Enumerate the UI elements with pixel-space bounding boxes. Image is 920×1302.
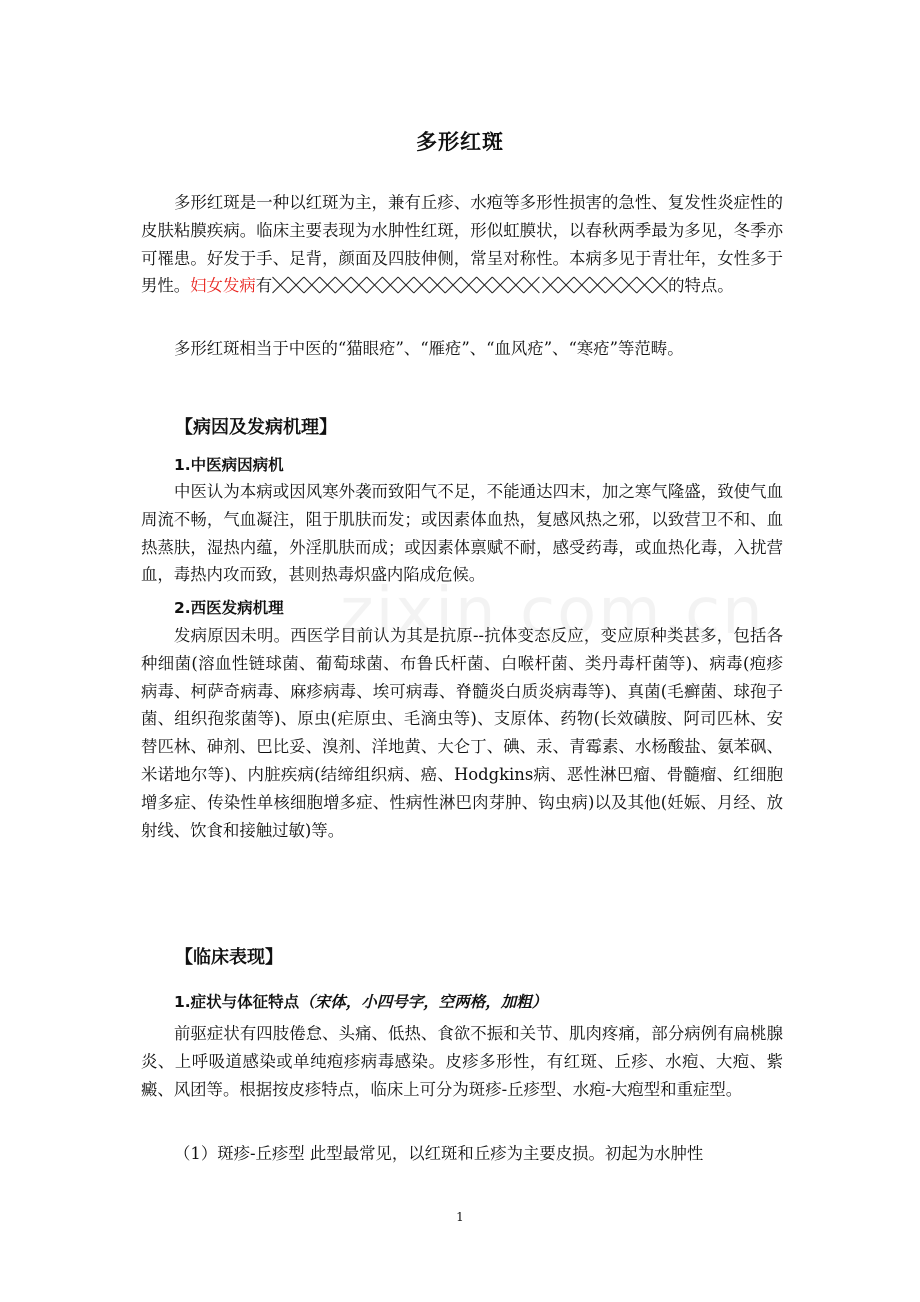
intro-paragraph-2: 多形红斑相当于中医的“猫眼疮”、“雁疮”、“血风疮”、“寒疮”等范畴。: [174, 339, 684, 358]
tcm-paragraph: 中医认为本病或因风寒外袭而致阳气不足，不能通达四末，加之寒气隆盛，致使气血周流不畅，气血凝注，阻于肌肤而发；或因素体血热，复感风热之邪，以致营卫不和、血热蒸肤，湿热内蕴，外淫肌肤而成；或因素体禀赋不耐，感受药毒，或血热化毒，入扰营血，毒热内攻而致，甚则热毒炽盛内陷成危候。: [141, 482, 783, 585]
intro-text-end: 的特点。: [668, 276, 734, 296]
symptoms-paragraph: 前驱症状有四肢倦怠、头痛、低热、食欲不振和关节、肌肉疼痛，部分病例有扁桃腺炎、上呼吸道感染或单纯疱疹病毒感染。皮疹多形性，有红斑、丘疹、水疱、大疱、紫癜、风团等。根据按皮疹特点，临床上可分为斑疹-丘疹型、水疱-大疱型和重症型。: [141, 1024, 783, 1099]
western-paragraph: 发病原因未明。西医学目前认为其是抗原--抗体变态反应，变应原种类甚多，包括各种细菌(溶血性链球菌、葡萄球菌、布鲁氏杆菌、白喉杆菌、类丹毒杆菌等)、病毒(疱疹病毒、柯萨奇病毒、麻疹病毒、埃可病毒、脊髓炎白质炎病毒等)、真菌(毛癣菌、球孢子菌、组织孢浆菌等)、原虫(疟原虫、毛滴虫等)、支原体、药物(长效磺胺、阿司匹林、安替匹林、砷剂、巴比妥、溴剂、洋地黄、大仑丁、碘、汞、青霉素、水杨酸盐、氨苯砜、米诺地尔等)、内脏疾病(结缔组织病、癌、Hodgkins病、恶性淋巴瘤、骨髓瘤、红细胞增多症、传染性单核细胞增多症、性病性淋巴肉芽肿、钩虫病)以及其他(妊娠、月经、放射线、饮食和接触过敏)等。: [141, 626, 783, 840]
subheading-symptoms: [174, 990, 547, 1012]
subheading-tcm: 1.中医病因病机: [174, 456, 284, 474]
subheading-symptoms-label: 1.症状与体征特点: [174, 993, 300, 1011]
page-title: 多形红斑: [416, 130, 504, 154]
intro-paragraph-1: [141, 189, 783, 300]
section-heading-clinical: 【临床表现】: [175, 947, 283, 968]
strikeout-crosses-2: [542, 276, 668, 294]
strikeout-crosses-1: [272, 276, 542, 294]
format-note: （宋体，小四号字，空两格，加粗）: [299, 993, 548, 1011]
intro-text-mid: 有: [255, 276, 273, 296]
highlight-text: 妇女发病: [190, 276, 256, 296]
page-number: 1: [456, 1210, 464, 1224]
section-heading-etiology: 【病因及发病机理】: [175, 417, 337, 438]
type-paragraph: （1）斑疹-丘疹型 此型最常见，以红斑和丘疹为主要皮损。初起为水肿性: [174, 1144, 704, 1163]
subheading-western: 2.西医发病机理: [174, 599, 284, 617]
intro-text: 多形红斑是一种以红斑为主，兼有丘疹、水疱等多形性损害的急性、复发性炎症性的皮肤粘膜疾病。临床主要表现为水肿性红斑，形似虹膜状，以春秋两季最为多见，冬季亦可罹患。好发于手、足背，颜面及四肢伸侧，常呈对称性。本病多见于青壮年，女性多于男性。: [141, 193, 783, 296]
